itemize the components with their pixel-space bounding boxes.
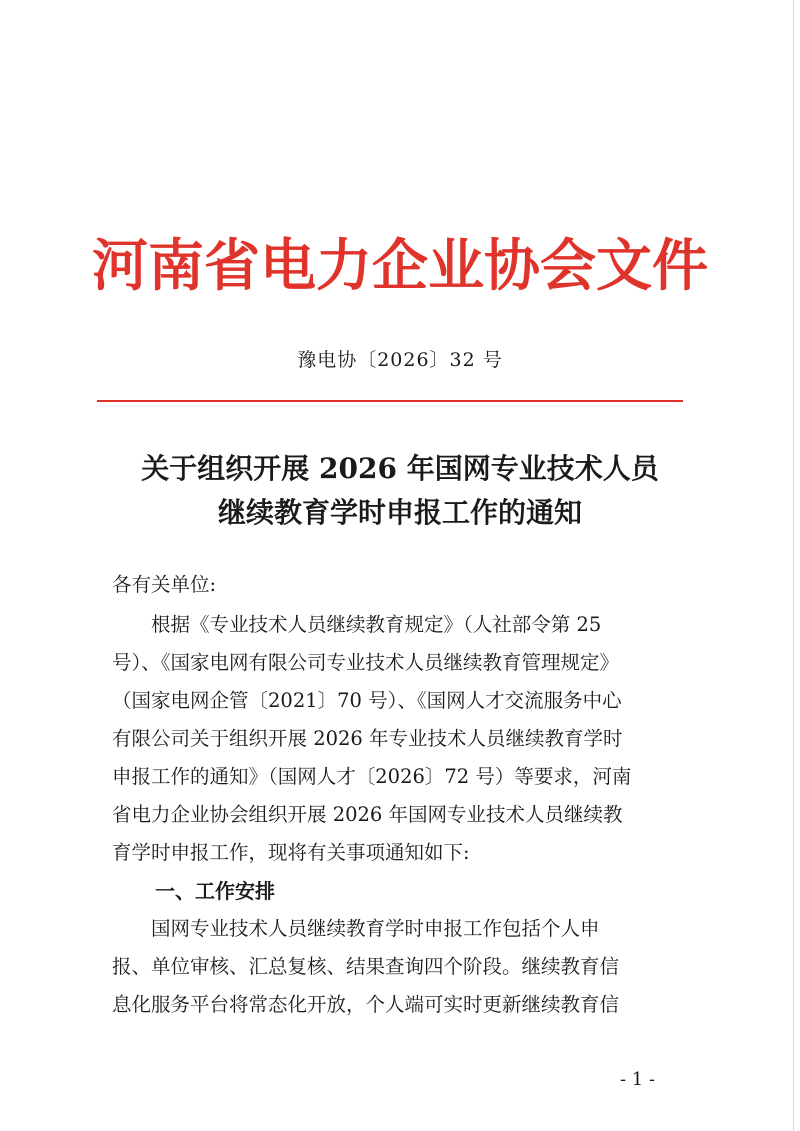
red-divider-line <box>97 400 683 402</box>
paragraph-1-line: 省电力企业协会组织开展 2026 年国网专业技术人员继续教 <box>112 803 623 826</box>
page-number: - 1 - <box>620 1069 656 1090</box>
page-edge-line <box>793 0 794 1131</box>
paragraph-1-line: 申报工作的通知》（国网人才〔2026〕72 号）等要求，河南 <box>112 765 632 788</box>
notice-title-line-2: 继续教育学时申报工作的通知 <box>217 496 582 529</box>
paragraph-1-line: 号）、《国家电网有限公司专业技术人员继续教育管理规定》 <box>112 651 620 674</box>
document-number: 豫电协〔2026〕32 号 <box>297 349 503 371</box>
paragraph-1-line: 根据《专业技术人员继续教育规定》（人社部令第 25 <box>112 613 602 636</box>
salutation: 各有关单位: <box>112 573 217 596</box>
notice-title <box>0 447 800 535</box>
notice-title-line-1: 关于组织开展 2026 年国网专业技术人员 <box>141 452 659 485</box>
section-heading-work-arrangement: 一、工作安排 <box>155 879 275 903</box>
paragraph-2-line: 报、单位审核、汇总复核、结果查询四个阶段。继续教育信 <box>112 955 620 978</box>
paragraph-1-line: （国家电网企管〔2021〕70 号）、《国网人才交流服务中心 <box>112 689 622 712</box>
paragraph-2-line: 息化服务平台将常态化开放，个人端可实时更新继续教育信 <box>112 993 620 1016</box>
paragraph-1-line: 育学时申报工作，现将有关事项通知如下: <box>112 841 470 864</box>
paragraph-1-line: 有限公司关于组织开展 2026 年专业技术人员继续教育学时 <box>112 727 623 750</box>
document-header-title: 河南省电力企业协会文件 <box>92 233 708 299</box>
paragraph-2-line: 国网专业技术人员继续教育学时申报工作包括个人申 <box>112 917 600 940</box>
